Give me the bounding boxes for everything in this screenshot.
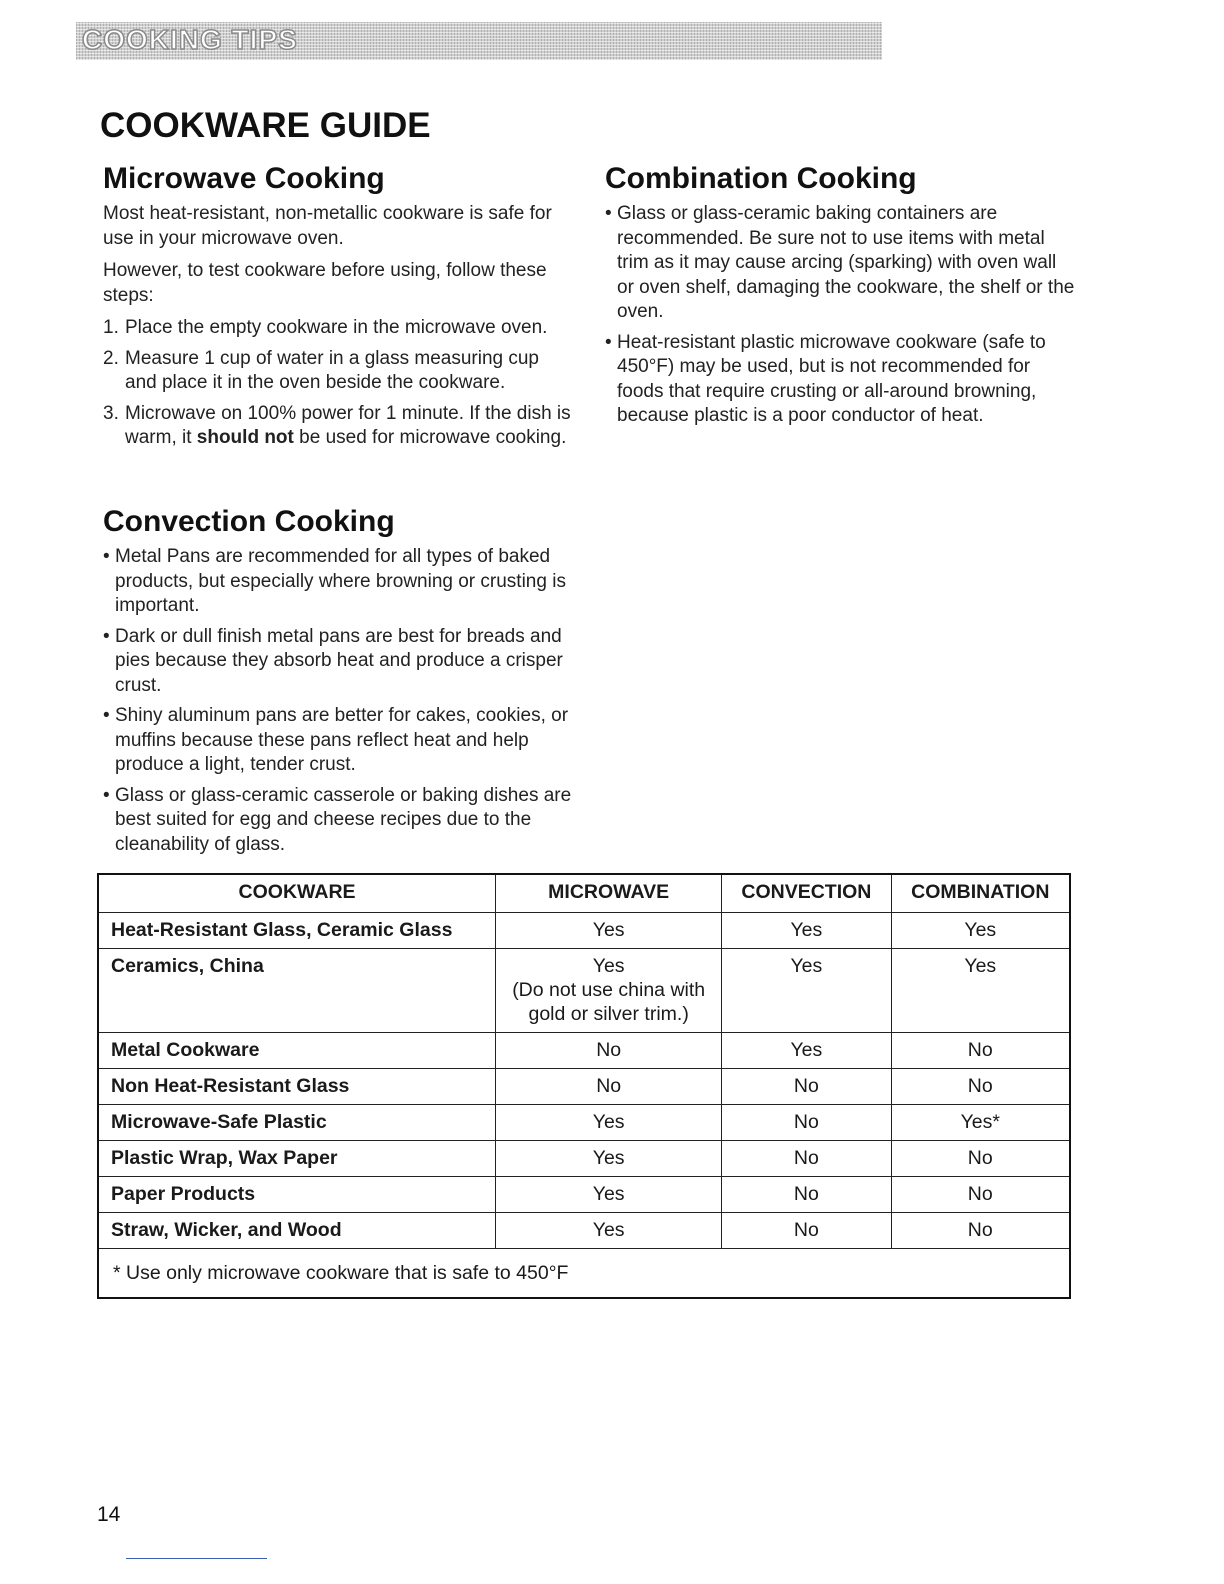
step-text: Place the empty cookware in the microwave oven. xyxy=(125,317,548,338)
microwave-intro: Most heat-resistant, non-metallic cookware is safe for use in your microwave oven. xyxy=(103,203,552,249)
page-number: 14 xyxy=(97,1503,121,1526)
bullet-item xyxy=(605,202,1075,325)
cookware-name: Heat-Resistant Glass, Ceramic Glass xyxy=(98,913,496,949)
step-number: 1. xyxy=(103,317,119,338)
cookware-name: Microwave-Safe Plastic xyxy=(98,1105,496,1141)
cookware-name: Plastic Wrap, Wax Paper xyxy=(98,1141,496,1177)
cookware-name: Paper Products xyxy=(98,1177,496,1213)
convection-cooking-section xyxy=(103,505,573,863)
combination-bullets xyxy=(605,202,1075,429)
bullet-icon: • xyxy=(103,625,110,647)
header-combination: COMBINATION xyxy=(891,874,1070,913)
combination-cell: No xyxy=(891,1177,1070,1213)
table-header-row xyxy=(98,874,1070,913)
bullet-text: Heat-resistant plastic microwave cookware (safe to 450°F) may be used, but is not recommended for foods that require crusting or all-around browning, because plastic is a poor conductor of heat. xyxy=(617,331,1046,426)
microwave-intro-2: However, to test cookware before using, follow these steps: xyxy=(103,260,547,306)
bullet-item xyxy=(103,625,573,699)
microwave-cell: Yes xyxy=(496,1177,722,1213)
table-row xyxy=(98,1177,1070,1213)
step-text: Measure 1 cup of water in a glass measuring cup and place it in the oven beside the cookware. xyxy=(125,347,539,393)
bullet-text: Shiny aluminum pans are better for cakes, cookies, or muffins because these pans reflect heat and help produce a light, tender crust. xyxy=(115,705,569,775)
microwave-cell: No xyxy=(496,1033,722,1069)
table-row xyxy=(98,949,1070,1033)
cookware-name: Ceramics, China xyxy=(98,949,496,1033)
page-title: COOKWARE GUIDE xyxy=(100,106,431,145)
convection-cell: Yes xyxy=(722,949,891,1033)
combination-heading: Combination Cooking xyxy=(605,162,917,195)
emphasis-text: should not xyxy=(196,427,294,448)
bullet-item xyxy=(103,704,573,778)
combination-cell: Yes xyxy=(891,949,1070,1033)
combination-cell: No xyxy=(891,1033,1070,1069)
combination-cell: No xyxy=(891,1213,1070,1249)
bullet-icon: • xyxy=(103,546,110,567)
convection-cell: Yes xyxy=(722,913,891,949)
step-item xyxy=(103,402,573,451)
header-microwave: MICROWAVE xyxy=(496,874,722,913)
convection-heading: Convection Cooking xyxy=(103,505,395,538)
microwave-cell: Yes xyxy=(496,1105,722,1141)
table-row xyxy=(98,1105,1070,1141)
microwave-cell: Yes xyxy=(496,1213,722,1249)
header-convection: CONVECTION xyxy=(722,874,891,913)
microwave-cell xyxy=(496,949,722,1033)
convection-cell: Yes xyxy=(722,1033,891,1069)
convection-cell: No xyxy=(722,1177,891,1213)
bullet-item xyxy=(605,331,1075,429)
combination-cooking-section xyxy=(605,162,1075,435)
combination-cell: No xyxy=(891,1141,1070,1177)
banner-label: COOKING TIPS xyxy=(82,24,298,55)
microwave-steps xyxy=(103,316,573,451)
convection-cell: No xyxy=(722,1105,891,1141)
table-footnote: * Use only microwave cookware that is safe to 450°F xyxy=(98,1249,1070,1299)
table-row xyxy=(98,1033,1070,1069)
microwave-cell: Yes xyxy=(496,1141,722,1177)
microwave-cell: No xyxy=(496,1069,722,1105)
microwave-cell: Yes xyxy=(496,913,722,949)
combination-cell: No xyxy=(891,1069,1070,1105)
cookware-name: Straw, Wicker, and Wood xyxy=(98,1213,496,1249)
table-row xyxy=(98,913,1070,949)
cookware-name: Metal Cookware xyxy=(98,1033,496,1069)
header-cookware: COOKWARE xyxy=(98,874,496,913)
step-number: 2. xyxy=(103,347,119,369)
step-number: 3. xyxy=(103,402,119,424)
section-banner xyxy=(76,22,882,60)
combination-cell: Yes xyxy=(891,913,1070,949)
convection-cell: No xyxy=(722,1141,891,1177)
step-text-part: be used for microwave cooking. xyxy=(293,427,567,448)
table-row xyxy=(98,1141,1070,1177)
convection-cell: No xyxy=(722,1213,891,1249)
table-row xyxy=(98,1069,1070,1105)
step-item xyxy=(103,316,573,341)
convection-cell: No xyxy=(722,1069,891,1105)
bullet-icon: • xyxy=(103,784,110,806)
step-item xyxy=(103,347,573,396)
microwave-value: Yes xyxy=(592,955,625,977)
bullet-text: Glass or glass-ceramic baking containers are recommended. Be sure not to use items with metal trim as it may cause arcing (sparking) with oven wall or oven shelf, damaging the cookware, the shelf or the oven. xyxy=(617,203,1075,322)
bullet-icon: • xyxy=(605,203,612,224)
microwave-cooking-section xyxy=(103,162,573,457)
step-text xyxy=(125,403,571,449)
cookware-table xyxy=(97,873,1071,1299)
bullet-item xyxy=(103,545,573,619)
bullet-text: Dark or dull finish metal pans are best for breads and pies because they absorb heat and produce a crisper crust. xyxy=(115,625,563,696)
bullet-icon: • xyxy=(605,331,612,353)
table-footnote-row xyxy=(98,1249,1070,1299)
bullet-icon: • xyxy=(103,705,110,726)
table-row xyxy=(98,1213,1070,1249)
bullet-text: Metal Pans are recommended for all types of baked products, but especially where browning or crusting is important. xyxy=(115,546,566,616)
cookware-name: Non Heat-Resistant Glass xyxy=(98,1069,496,1105)
bullet-text: Glass or glass-ceramic casserole or baking dishes are best suited for egg and cheese recipes due to the cleanability of glass. xyxy=(115,784,572,855)
convection-bullets xyxy=(103,545,573,857)
step-text-part: Microwave on 100% power for 1 minute. If the dish is warm, it xyxy=(125,402,571,448)
footer-divider xyxy=(126,1558,267,1559)
bullet-item xyxy=(103,784,573,858)
combination-cell: Yes* xyxy=(891,1105,1070,1141)
microwave-heading: Microwave Cooking xyxy=(103,162,385,195)
microwave-note: (Do not use china with gold or silver trim.) xyxy=(512,979,706,1025)
